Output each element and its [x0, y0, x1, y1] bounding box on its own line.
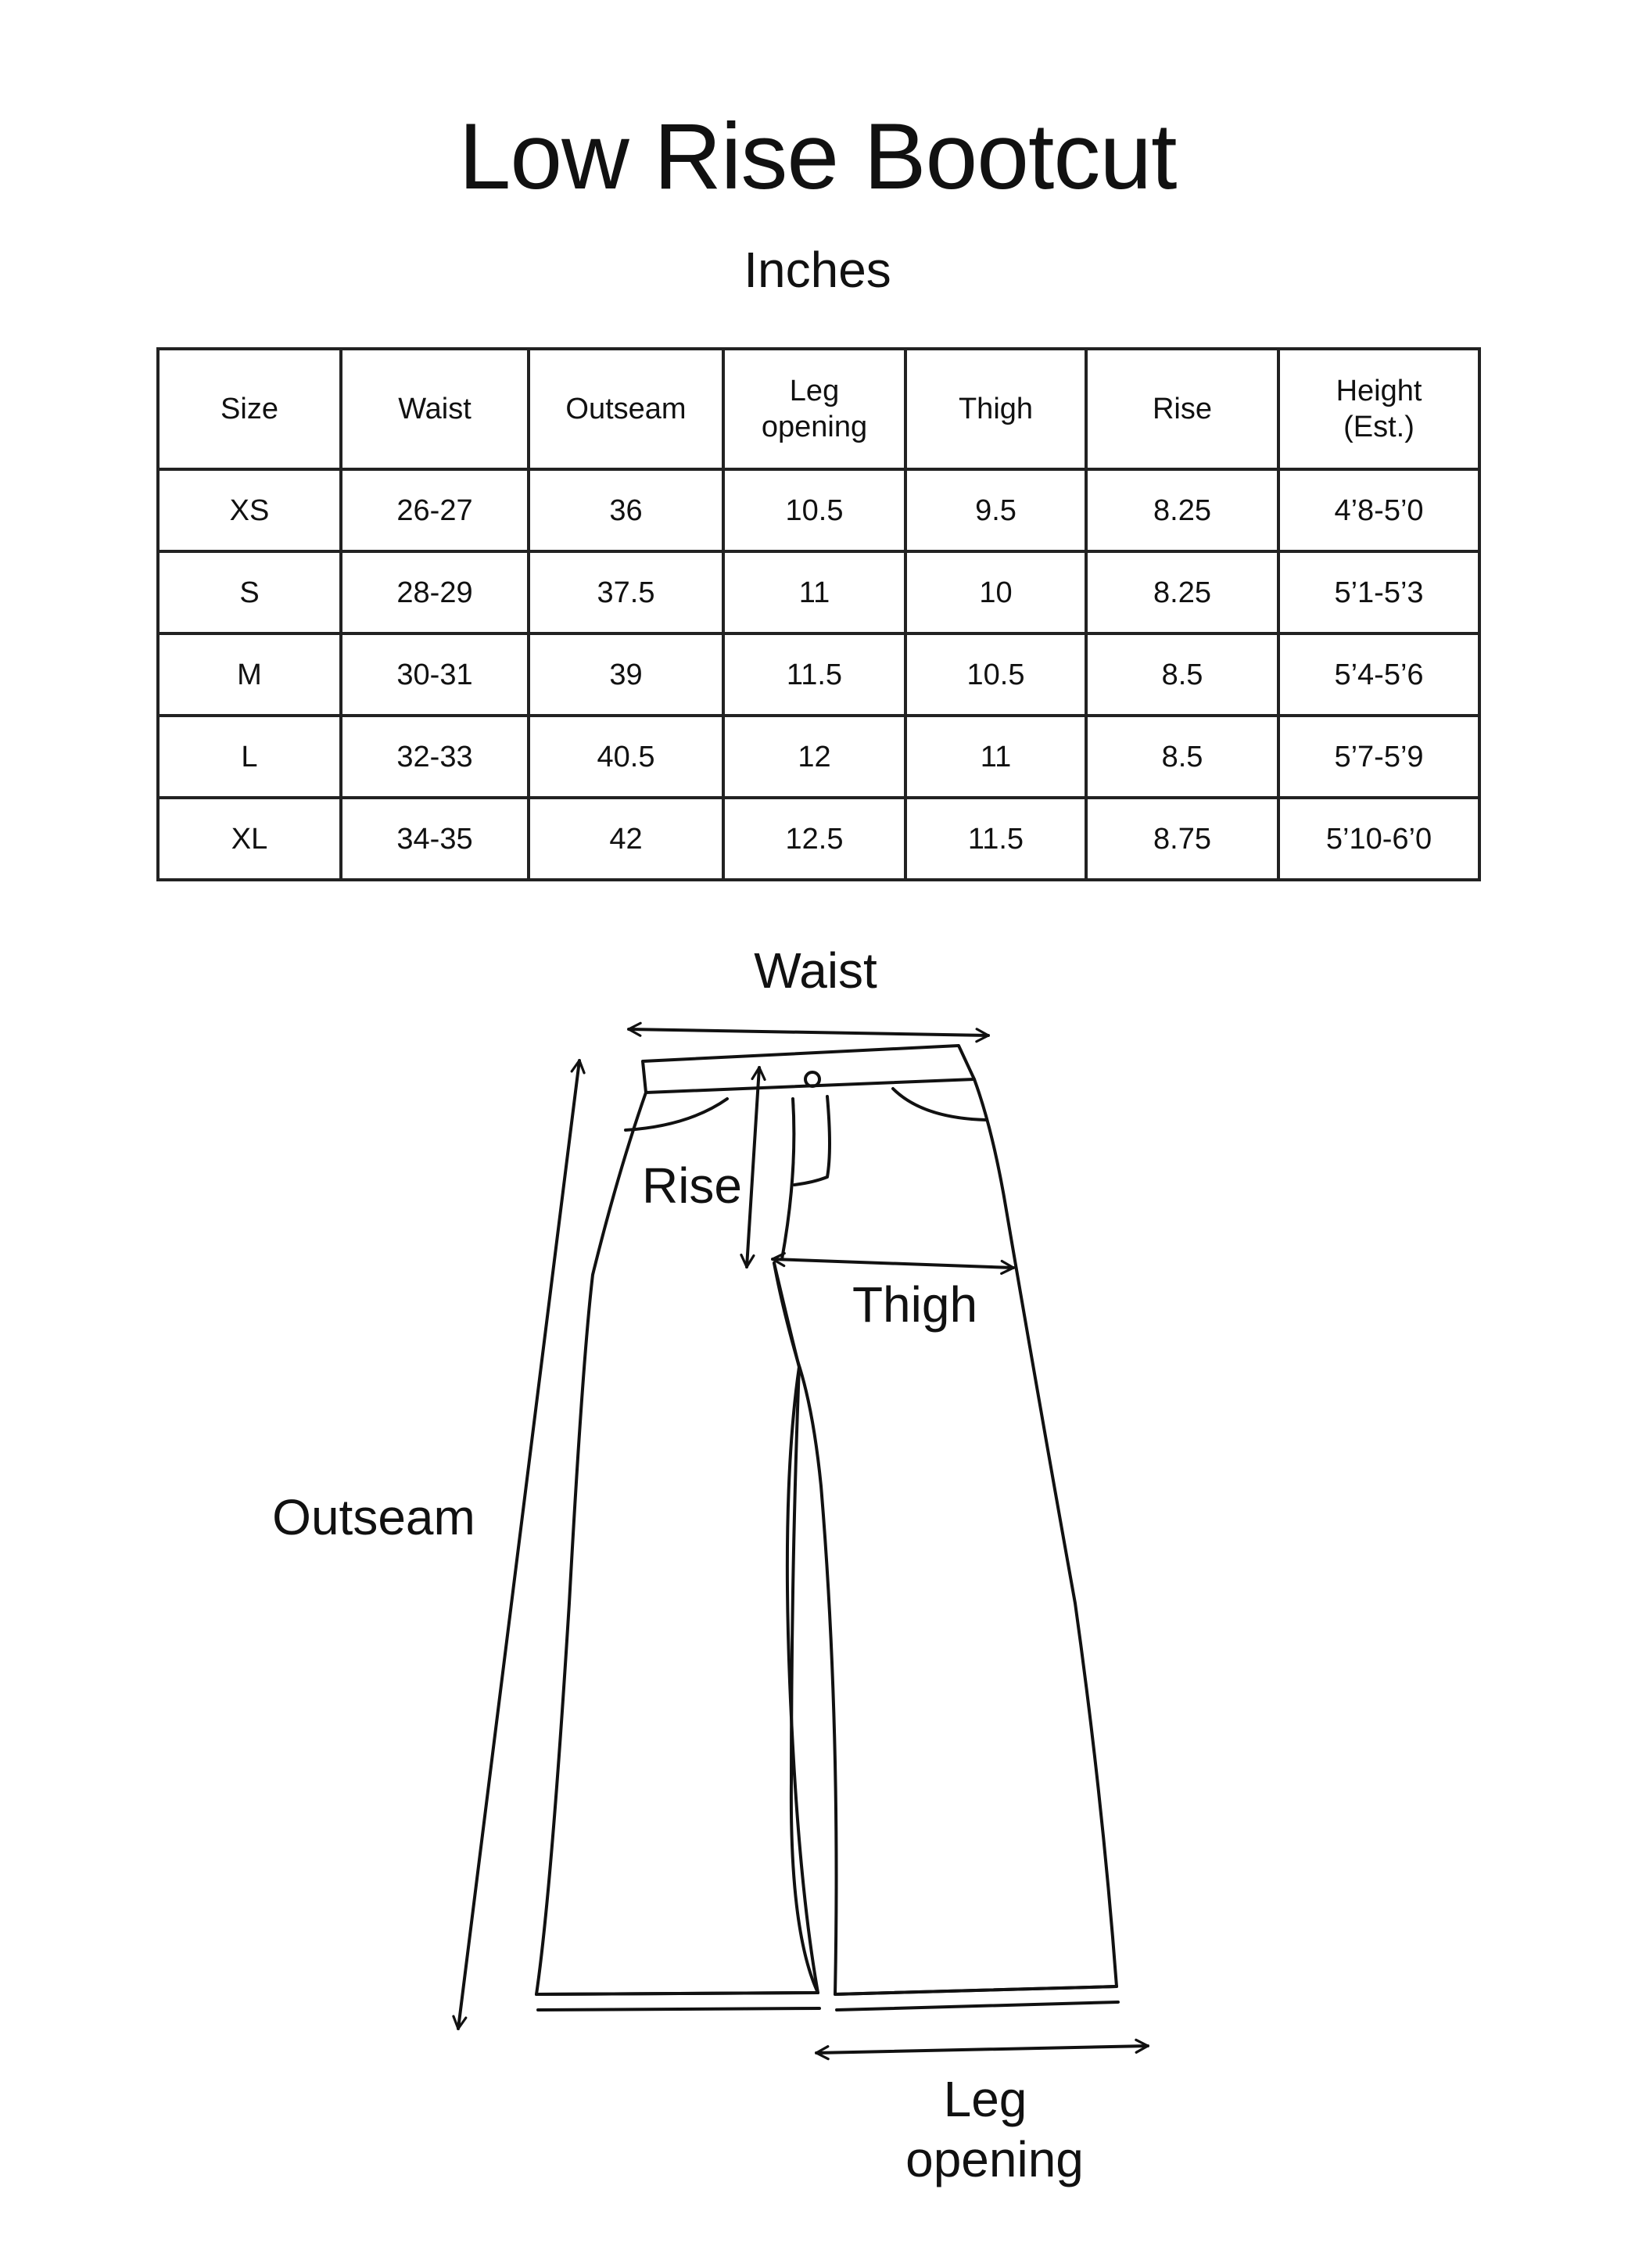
cell-waist: 32-33 [341, 716, 529, 798]
cell-rise: 8.25 [1086, 551, 1278, 633]
column-header-leg-opening: Leg opening [723, 349, 905, 469]
leg-opening-label-line1: Leg [943, 2071, 1027, 2127]
cell-outseam: 42 [529, 798, 723, 880]
cell-size: XL [158, 798, 341, 880]
right-front-pocket [893, 1089, 987, 1120]
right-leg-outline [774, 1079, 1117, 1994]
column-header-thigh: Thigh [905, 349, 1086, 469]
cell-rise: 8.5 [1086, 633, 1278, 716]
left-hem [536, 1993, 819, 2010]
waist-label: Waist [754, 942, 877, 999]
cell-waist: 26-27 [341, 469, 529, 551]
cell-waist: 28-29 [341, 551, 529, 633]
cell-height: 5’10-6’0 [1278, 798, 1479, 880]
column-header-waist: Waist [341, 349, 529, 469]
leg-opening-label-line2: opening [905, 2131, 1084, 2187]
unit-subtitle: Inches [744, 242, 891, 298]
column-header-size: Size [158, 349, 341, 469]
cell-leg-opening: 12 [723, 716, 905, 798]
thigh-label: Thigh [852, 1276, 978, 1333]
cell-leg-opening: 10.5 [723, 469, 905, 551]
jeans-illustration [536, 1046, 1118, 2010]
cell-height: 5’1-5’3 [1278, 551, 1479, 633]
cell-outseam: 40.5 [529, 716, 723, 798]
cell-leg-opening: 11.5 [723, 633, 905, 716]
cell-thigh: 11 [905, 716, 1086, 798]
column-header-rise: Rise [1086, 349, 1278, 469]
button-icon [805, 1072, 819, 1086]
cell-waist: 30-31 [341, 633, 529, 716]
cell-rise: 8.5 [1086, 716, 1278, 798]
cell-size: S [158, 551, 341, 633]
cell-height: 5’7-5’9 [1278, 716, 1479, 798]
cell-height: 5’4-5’6 [1278, 633, 1479, 716]
cell-size: M [158, 633, 341, 716]
cell-height: 4’8-5’0 [1278, 469, 1479, 551]
cell-thigh: 9.5 [905, 469, 1086, 551]
cell-leg-opening: 11 [723, 551, 905, 633]
waist-arrow [629, 1029, 988, 1035]
left-leg-outline [536, 1093, 818, 1994]
cell-thigh: 10 [905, 551, 1086, 633]
cell-outseam: 39 [529, 633, 723, 716]
cell-thigh: 10.5 [905, 633, 1086, 716]
fly-curve [794, 1096, 830, 1185]
column-header-height: Height (Est.) [1278, 349, 1479, 469]
thigh-arrow [773, 1259, 1013, 1268]
cell-leg-opening: 12.5 [723, 798, 905, 880]
cell-rise: 8.75 [1086, 798, 1278, 880]
right-hem [835, 1986, 1118, 2010]
rise-arrow [747, 1068, 759, 1267]
column-header-outseam: Outseam [529, 349, 723, 469]
cell-size: XS [158, 469, 341, 551]
fly-stitching [782, 1099, 794, 1259]
outseam-label: Outseam [272, 1489, 475, 1545]
cell-outseam: 37.5 [529, 551, 723, 633]
leg-opening-arrow [816, 2046, 1148, 2053]
page-title: Low Rise Bootcut [458, 104, 1177, 209]
rise-label: Rise [641, 1157, 743, 1214]
outseam-arrow [458, 1060, 579, 2029]
cell-size: L [158, 716, 341, 798]
cell-thigh: 11.5 [905, 798, 1086, 880]
cell-rise: 8.25 [1086, 469, 1278, 551]
cell-outseam: 36 [529, 469, 723, 551]
cell-waist: 34-35 [341, 798, 529, 880]
